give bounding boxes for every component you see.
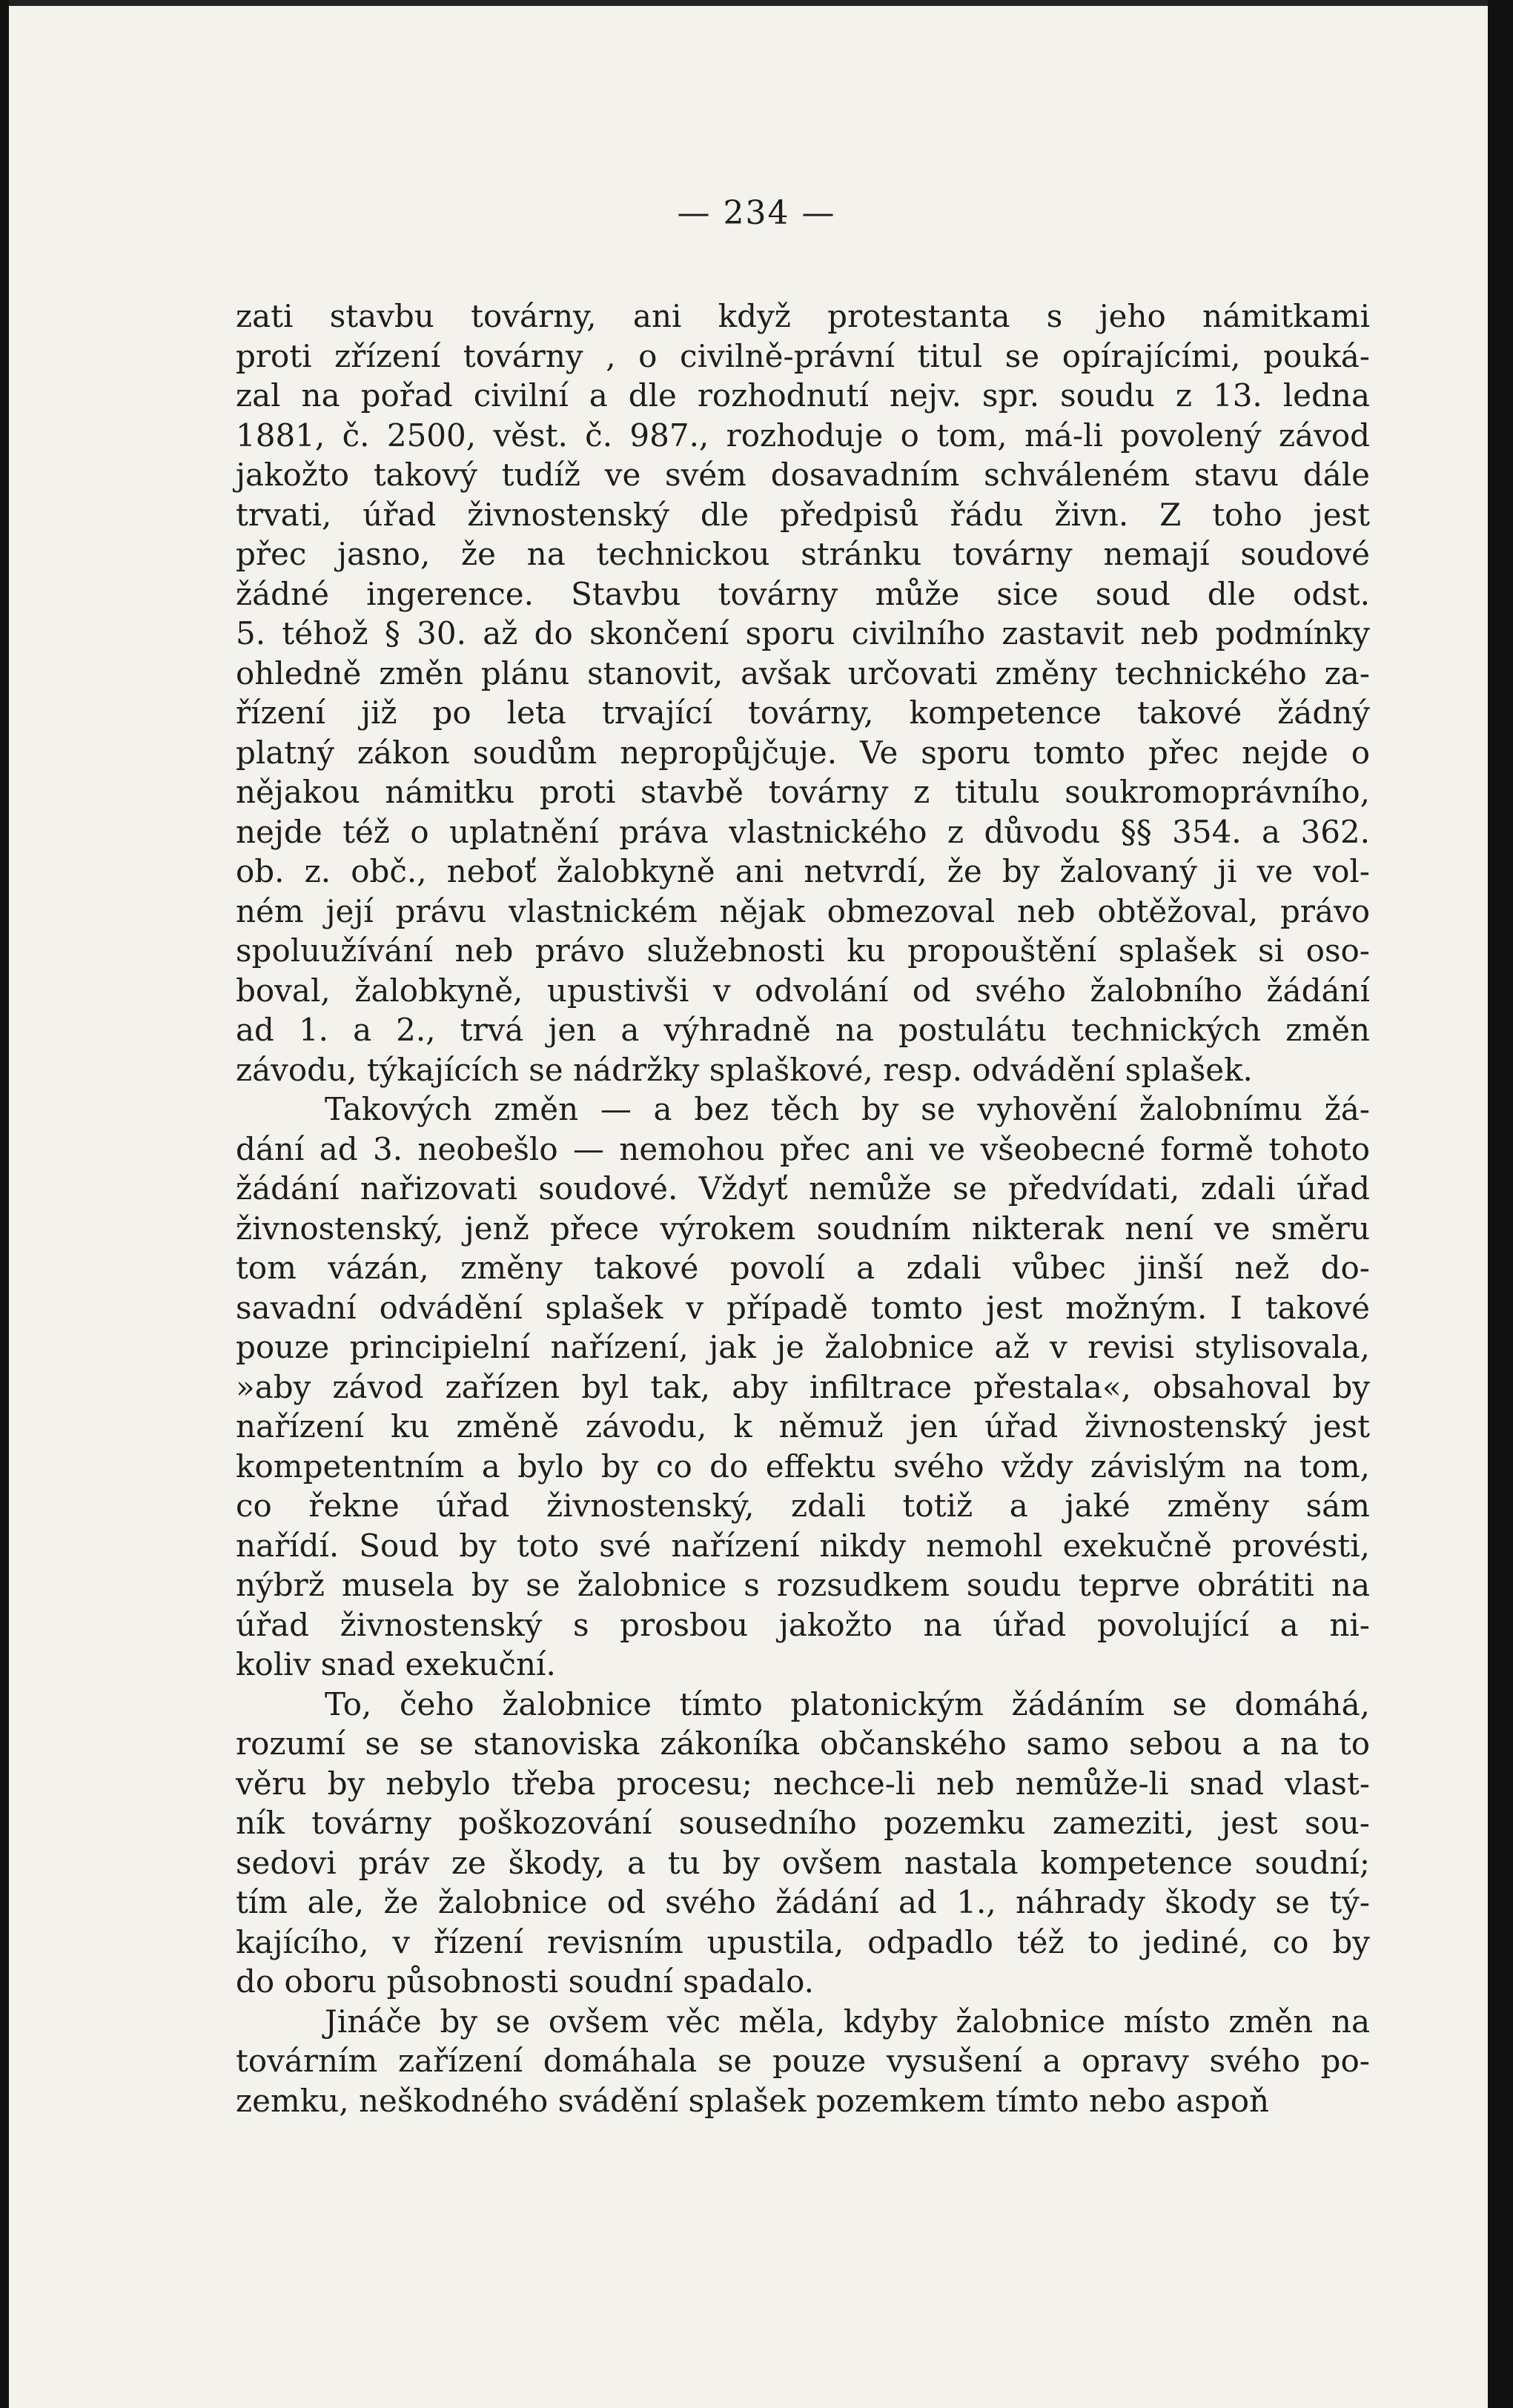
scan-border-top xyxy=(0,0,1513,6)
text-line: jakožto takový tudíž ve svém dosavadním schváleném stavu dále xyxy=(236,457,1370,493)
text-line: řízení již po leta trvající továrny, kompetence takové žádný xyxy=(236,694,1370,731)
text-line: továrním zařízení domáhala se pouze vysušení a opravy svého po- xyxy=(236,2043,1370,2079)
text-line: živnostenský, jenž přece výrokem soudním nikterak není ve směru xyxy=(236,1210,1370,1247)
text-line: zemku, neškodného svádění splašek pozemkem tímto nebo aspoň xyxy=(236,2082,1270,2119)
text-line: do oboru působnosti soudní spadalo. xyxy=(236,1963,815,2000)
text-line: spoluužívání neb právo služebnosti ku propouštění splašek si oso- xyxy=(236,932,1370,969)
text-line: věru by nebylo třeba procesu; nechce-li neb nemůže-li snad vlast- xyxy=(236,1765,1370,1802)
text-line: nařízení ku změně závodu, k němuž jen úřad živnostenský jest xyxy=(236,1408,1370,1445)
text-line: Jináče by se ovšem věc měla, kdyby žalobnice místo změn na xyxy=(325,2003,1370,2040)
text-line: nějakou námitku proti stavbě továrny z titulu soukromoprávního, xyxy=(236,774,1370,810)
text-line: proti zřízení továrny , o civilně-právní titul se opírajícími, pouká- xyxy=(236,337,1370,374)
text-line: závodu, týkajících se nádržky splaškové, resp. odvádění splašek. xyxy=(236,1051,1253,1088)
text-line: žádání nařizovati soudové. Vždyť nemůže se předvídati, zdali úřad xyxy=(236,1170,1370,1207)
paragraph xyxy=(236,1685,1370,2002)
text-line: koliv snad exekuční. xyxy=(236,1646,556,1682)
scan-border-right xyxy=(1488,0,1513,2408)
text-line: »aby závod zařízen byl tak, aby infiltrace přestala«, obsahoval by xyxy=(236,1368,1370,1405)
text-line: nejde též o uplatnění práva vlastnického z důvodu §§ 354. a 362. xyxy=(236,813,1370,850)
text-line: pouze principielní nařízení, jak je žalobnice až v revisi stylisovala, xyxy=(236,1329,1370,1365)
text-line: tím ale, že žalobnice od svého žádání ad 1., náhrady škody se tý- xyxy=(236,1884,1370,1920)
scan-border-left xyxy=(0,0,9,2408)
paragraph xyxy=(236,1089,1370,1685)
text-line: zal na pořad civilní a dle rozhodnutí nejv. spr. soudu z 13. ledna xyxy=(236,377,1370,414)
text-line: nařídí. Soud by toto své nařízení nikdy nemohl exekučně provésti, xyxy=(236,1527,1370,1564)
text-line: žádné ingerence. Stavbu továrny může sice soud dle odst. xyxy=(236,575,1370,612)
text-line: 5. téhož § 30. až do skončení sporu civilního zastavit neb podmínky xyxy=(236,615,1370,651)
text-line: boval, žalobkyně, upustivši v odvolání od svého žalobního žádání xyxy=(236,972,1370,1009)
text-line: úřad živnostenský s prosbou jakožto na úřad povolující a ni- xyxy=(236,1606,1370,1643)
text-line: zati stavbu továrny, ani když protestanta s jeho námitkami xyxy=(236,298,1370,334)
text-line: Takových změn — a bez těch by se vyhovění žalobnímu žá- xyxy=(325,1091,1370,1127)
text-line: ob. z. obč., neboť žalobkyně ani netvrdí, že by žalovaný ji ve vol- xyxy=(236,853,1370,889)
text-line: platný zákon soudům nepropůjčuje. Ve sporu tomto přec nejde o xyxy=(236,734,1370,771)
text-line: ad 1. a 2., trvá jen a výhradně na postulátu technických změn xyxy=(236,1012,1370,1048)
text-line: tom vázán, změny takové povolí a zdali vůbec jinší než do- xyxy=(236,1250,1370,1286)
text-line: přec jasno, že na technickou stránku továrny nemají soudové xyxy=(236,536,1370,572)
text-line: ník továrny poškozování sousedního pozemku zameziti, jest sou- xyxy=(236,1805,1370,1841)
text-line: kajícího, v řízení revisním upustila, odpadlo též to jediné, co by xyxy=(236,1923,1370,1960)
paragraph xyxy=(236,296,1370,1089)
paragraph xyxy=(236,2002,1370,2121)
text-line: ném její právu vlastnickém nějak obmezoval neb obtěžoval, právo xyxy=(236,892,1370,929)
text-line: 1881, č. 2500, věst. č. 987., rozhoduje o tom, má-li povolený závod xyxy=(236,417,1370,454)
text-line: ohledně změn plánu stanovit, avšak určovati změny technického za- xyxy=(236,654,1370,691)
text-line: To, čeho žalobnice tímto platonickým žádáním se domáhá, xyxy=(325,1685,1370,1722)
text-line: sedovi práv ze škody, a tu by ovšem nastala kompetence soudní; xyxy=(236,1844,1370,1881)
text-line: savadní odvádění splašek v případě tomto jest možným. I takové xyxy=(236,1289,1370,1326)
text-line: trvati, úřad živnostenský dle předpisů řádu živn. Z toho jest xyxy=(236,496,1370,533)
text-line: co řekne úřad živnostenský, zdali totiž a jaké změny sám xyxy=(236,1487,1370,1524)
page-number: — 234 — xyxy=(677,194,836,232)
text-line: kompetentním a bylo by co do effektu svého vždy závislým na tom, xyxy=(236,1447,1370,1485)
text-line: dání ad 3. neobešlo — nemohou přec ani ve všeobecné formě tohoto xyxy=(236,1130,1370,1167)
text-line: nýbrž musela by se žalobnice s rozsudkem soudu teprve obrátiti na xyxy=(236,1567,1370,1603)
text-line: rozumí se se stanoviska zákoníka občanského samo sebou a na to xyxy=(236,1725,1370,1762)
body-text xyxy=(236,296,1370,2120)
